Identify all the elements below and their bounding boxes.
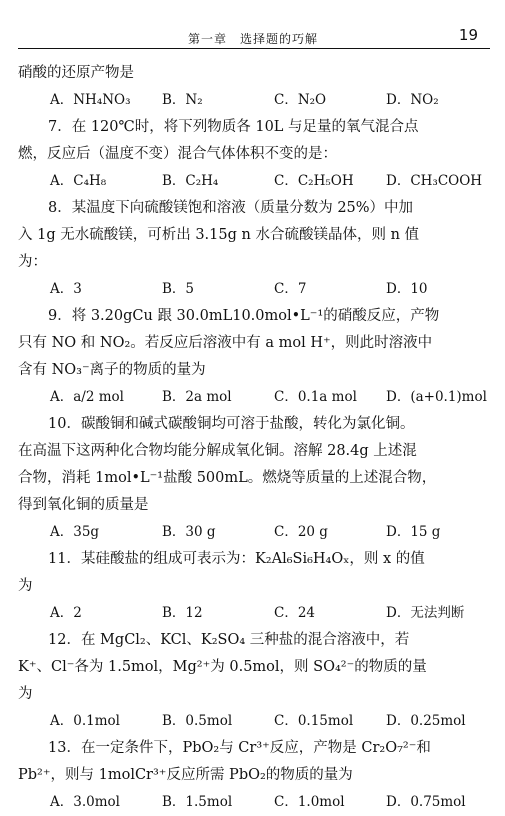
text-line: 为： xyxy=(18,254,47,270)
option-d: D．(a+0.1)mol xyxy=(386,389,487,405)
chapter-title: 第一章 选择题的巧解 xyxy=(188,32,319,46)
option-d: D．无法判断 xyxy=(386,605,465,621)
question-start-line: 12．在 MgCl₂、KCl、K₂SO₄ 三种盐的混合溶液中，若 xyxy=(48,632,410,648)
options-row xyxy=(18,384,490,411)
text-line: Pb²⁺，则与 1molCr³⁺反应所需 PbO₂的物质的量为 xyxy=(18,767,353,783)
text-line: 入 1g 无水硫酸镁，可析出 3.15g n 水合硫酸镁晶体，则 n 值 xyxy=(18,227,420,243)
options-row xyxy=(18,276,490,303)
text-line: 合物，消耗 1mol•L⁻¹盐酸 500mL。燃烧等质量的上述混合物， xyxy=(18,470,437,486)
options-row xyxy=(18,519,490,546)
option-c: C．24 xyxy=(274,605,316,621)
option-a: A．3.0mol xyxy=(50,794,120,810)
option-b: B．0.5mol xyxy=(162,713,233,729)
option-b: B．5 xyxy=(162,281,195,297)
option-a: A．NH₄NO₃ xyxy=(50,92,131,108)
option-b: B．2a mol xyxy=(162,389,232,405)
options-row xyxy=(18,789,490,816)
page-header xyxy=(18,28,490,49)
text-line: 在高温下这两种化合物均能分解成氧化铜。溶解 28.4g 上述混 xyxy=(18,443,417,459)
option-b: B．N₂ xyxy=(162,92,203,108)
option-c: C．7 xyxy=(274,281,307,297)
option-d: D．NO₂ xyxy=(386,92,439,108)
option-a: A．35g xyxy=(50,524,100,540)
text-line: 燃，反应后（温度不变）混合气体体积不变的是： xyxy=(18,146,337,162)
option-b: B．30 g xyxy=(162,524,216,540)
option-d: D．0.25mol xyxy=(386,713,466,729)
text-line: 只有 NO 和 NO₂。若反应后溶液中有 a mol H⁺，则此时溶液中 xyxy=(18,335,433,351)
option-b: B．12 xyxy=(162,605,203,621)
option-c: C．20 g xyxy=(274,524,328,540)
option-c: C．0.15mol xyxy=(274,713,354,729)
options-row xyxy=(18,708,490,735)
question-start-line: 7．在 120℃时，将下列物质各 10L 与足量的氧气混合点 xyxy=(48,119,419,135)
text-line: 硝酸的还原产物是 xyxy=(18,65,134,81)
option-d: D．0.75mol xyxy=(386,794,466,810)
option-a: A．a/2 mol xyxy=(50,389,124,405)
option-b: B．1.5mol xyxy=(162,794,233,810)
option-c: C．0.1a mol xyxy=(274,389,357,405)
text-line: 为 xyxy=(18,578,33,594)
option-a: A．C₄H₈ xyxy=(50,173,107,189)
text-line: 为 xyxy=(18,686,33,702)
question-start-line: 13．在一定条件下，PbO₂与 Cr³⁺反应，产物是 Cr₂O₇²⁻和 xyxy=(48,740,431,756)
text-line: 含有 NO₃⁻离子的物质的量为 xyxy=(18,362,206,378)
option-d: D．15 g xyxy=(386,524,441,540)
option-b: B．C₂H₄ xyxy=(162,173,219,189)
text-line: 得到氧化铜的质量是 xyxy=(18,497,149,513)
question-start-line: 11．某硅酸盐的组成可表示为：K₂Al₆Si₆H₄Oₓ，则 x 的值 xyxy=(48,551,425,567)
options-row xyxy=(18,87,490,114)
option-a: A．0.1mol xyxy=(50,713,120,729)
options-row xyxy=(18,168,490,195)
text-line: K⁺、Cl⁻各为 1.5mol，Mg²⁺为 0.5mol，则 SO₄²⁻的物质的量 xyxy=(18,659,427,675)
question-start-line: 8．某温度下向硫酸镁饱和溶液（质量分数为 25%）中加 xyxy=(48,200,414,216)
option-d: D．CH₃COOH xyxy=(386,173,483,189)
page-body xyxy=(18,60,490,816)
question-start-line: 9．将 3.20gCu 跟 30.0mL10.0mol•L⁻¹的硝酸反应，产物 xyxy=(48,308,440,324)
options-row xyxy=(18,600,490,627)
question-start-line: 10．碳酸铜和碱式碳酸铜均可溶于盐酸，转化为氯化铜。 xyxy=(48,416,415,432)
option-c: C．C₂H₅OH xyxy=(274,173,354,189)
option-c: C．1.0mol xyxy=(274,794,345,810)
option-a: A．2 xyxy=(50,605,82,621)
option-c: C．N₂O xyxy=(274,92,327,108)
option-a: A．3 xyxy=(50,281,82,297)
page-number: 19 xyxy=(458,26,478,44)
option-d: D．10 xyxy=(386,281,428,297)
